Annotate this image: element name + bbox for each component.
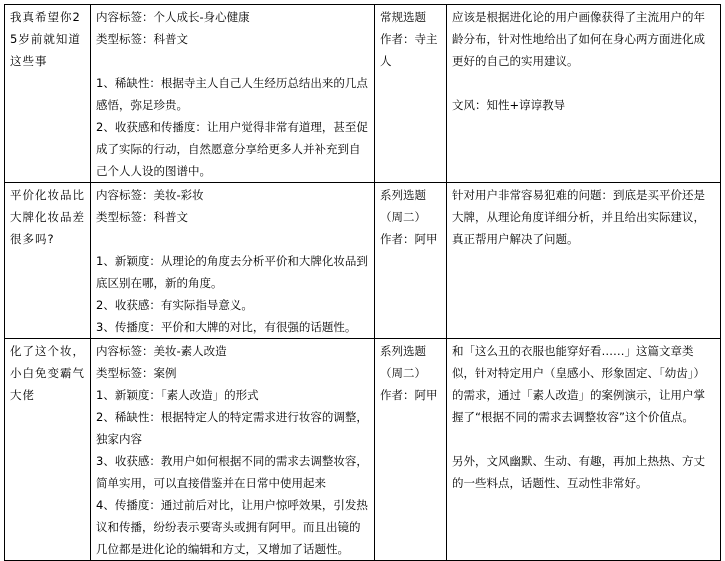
type-cell (375, 339, 447, 561)
table-row (5, 5, 721, 183)
content-cell (91, 339, 375, 561)
content-text: 内容标签：美妆-彩妆 类型标签：科普文 1、新颖度：从理论的角度去分析平价和大牌化妆品到底区别在哪，新的角度。 2、收获感：有实际指导意义。 3、传播度：平价和大牌的对比，有很强的话题性。 (96, 188, 368, 334)
comment-text: 应该是根据进化论的用户画像获得了主流用户的年龄分布，针对性地给出了如何在身心两方面进化成更好的自己的实用建议。 文风：知性+谆谆教导 (452, 10, 705, 112)
comment-text: 针对用户非常容易犯难的问题：到底是买平价还是大牌，从理论角度详细分析，并且给出实际建议，真正帮用户解决了问题。 (452, 188, 705, 246)
topic-title-cell (5, 5, 91, 183)
type-text: 常规选题 作者：寺主人 (380, 10, 438, 68)
comment-cell (447, 183, 721, 339)
topic-title-cell (5, 183, 91, 339)
type-cell (375, 5, 447, 183)
type-cell (375, 183, 447, 339)
topic-table (4, 4, 721, 561)
type-text: 系列选题 （周二） 作者：阿甲 (380, 344, 438, 402)
type-text: 系列选题 （周二） 作者：阿甲 (380, 188, 438, 246)
content-text: 内容标签：个人成长-身心健康 类型标签：科普文 1、稀缺性：根据寺主人自己人生经历总结出来的几点感悟，弥足珍贵。 2、收获感和传播度：让用户觉得非常有道理，甚至促成了实际的行动，自然愿意分享给更多人并补充到自己个人人设的图谱中。 (96, 10, 368, 178)
comment-cell (447, 5, 721, 183)
comment-text: 和「这么丑的衣服也能穿好看……」这篇文章类似，针对特定用户（皇感小、形象固定、「幼齿」）的需求，通过「素人改造」的案例演示，让用户掌握了“根据不同的需求去调整妆容”这个价值点。 另外，文风幽默、生动、有趣，再加上热热、方丈的一些料点，话题性、互动性非常好。 (452, 344, 705, 490)
topic-title: 我真希望你25岁前就知道这些事 (10, 10, 81, 68)
topic-title: 化了这个妆，小白免变霸气大佬 (10, 344, 85, 402)
topic-title: 平价化妆品比大牌化妆品差很多吗? (10, 188, 85, 246)
table-row (5, 339, 721, 561)
content-cell (91, 183, 375, 339)
table-row (5, 183, 721, 339)
topic-title-cell (5, 339, 91, 561)
comment-cell (447, 339, 721, 561)
content-cell (91, 5, 375, 183)
content-text: 内容标签：美妆-素人改造 类型标签：案例 1、新颖度：「素人改造」的形式 2、稀缺性：根据特定人的特定需求进行妆容的调整，独家内容 3、收获感：教用户如何根据不同的需求去调整妆容，简单实用，可以直接借鉴并在日常中使用起来 4、传播度：通过前后对比，让用户惊呼效果，引发热议和传播，纷纷表示要寄头或拥有阿甲。而且出镜的几位都是进化论的编辑和方丈，又增加了话题性。 (96, 344, 368, 556)
